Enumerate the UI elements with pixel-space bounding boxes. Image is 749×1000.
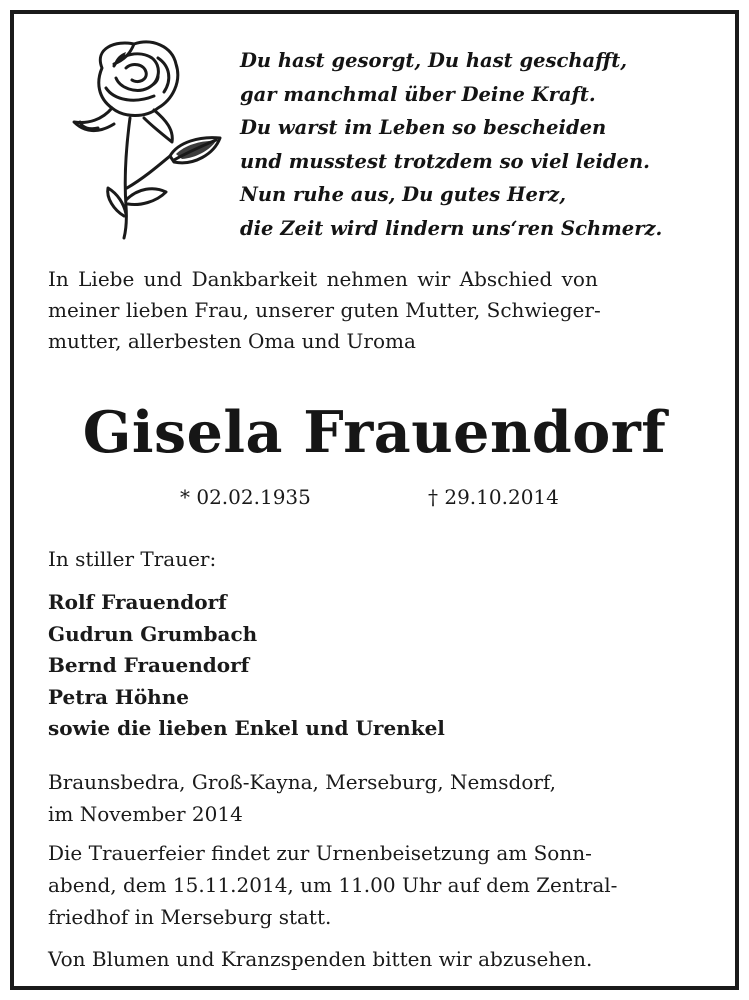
poem-line: die Zeit wird lindern uns‘ren Schmerz. [240, 216, 663, 240]
poem-line: Du warst im Leben so bescheiden [240, 116, 607, 139]
intro-line: In Liebe und Dankbarkeit nehmen wir Abschied von [48, 267, 598, 291]
mourning-label: In stiller Trauer: [48, 547, 217, 571]
place-and-date [48, 766, 556, 830]
family-member: Bernd Frauendorf [48, 653, 250, 677]
intro-line: mutter, allerbesten Oma und Uroma [48, 329, 416, 353]
birth-date: * 02.02.1935 [180, 485, 311, 509]
death-date: † 29.10.2014 [428, 485, 559, 509]
farewell-intro [48, 264, 708, 357]
service-line: friedhof in Merseburg statt. [48, 905, 332, 929]
poem-line: Du hast gesorgt, Du hast geschafft, [240, 49, 628, 72]
family-member: sowie die lieben Enkel und Urenkel [48, 716, 445, 740]
deceased-name: Gisela Frauendorf [82, 399, 667, 466]
place-line: Braunsbedra, Groß-Kayna, Merseburg, Nemsdorf, [48, 770, 556, 794]
obituary-notice [10, 10, 739, 990]
funeral-service-info [48, 837, 708, 933]
family-list [48, 587, 445, 745]
family-member: Gudrun Grumbach [48, 621, 258, 646]
service-line: Die Trauerfeier findet zur Urnenbeisetzung am Sonn- [48, 841, 592, 865]
place-line: im November 2014 [48, 802, 243, 826]
poem-line: Nun ruhe aus, Du gutes Herz, [240, 183, 566, 206]
poem-line: gar manchmal über Deine Kraft. [240, 82, 596, 106]
family-member: Petra Höhne [48, 684, 189, 709]
poem [240, 44, 720, 245]
service-line: abend, dem 15.11.2014, um 11.00 Uhr auf dem Zentral- [48, 873, 618, 897]
intro-line: meiner lieben Frau, unserer guten Mutter, Schwieger- [48, 298, 601, 322]
rose-icon [54, 38, 224, 243]
flowers-note: Von Blumen und Kranzspenden bitten wir abzusehen. [48, 947, 593, 971]
poem-line: und musstest trotzdem so viel leiden. [240, 149, 650, 173]
family-member: Rolf Frauendorf [48, 590, 227, 614]
